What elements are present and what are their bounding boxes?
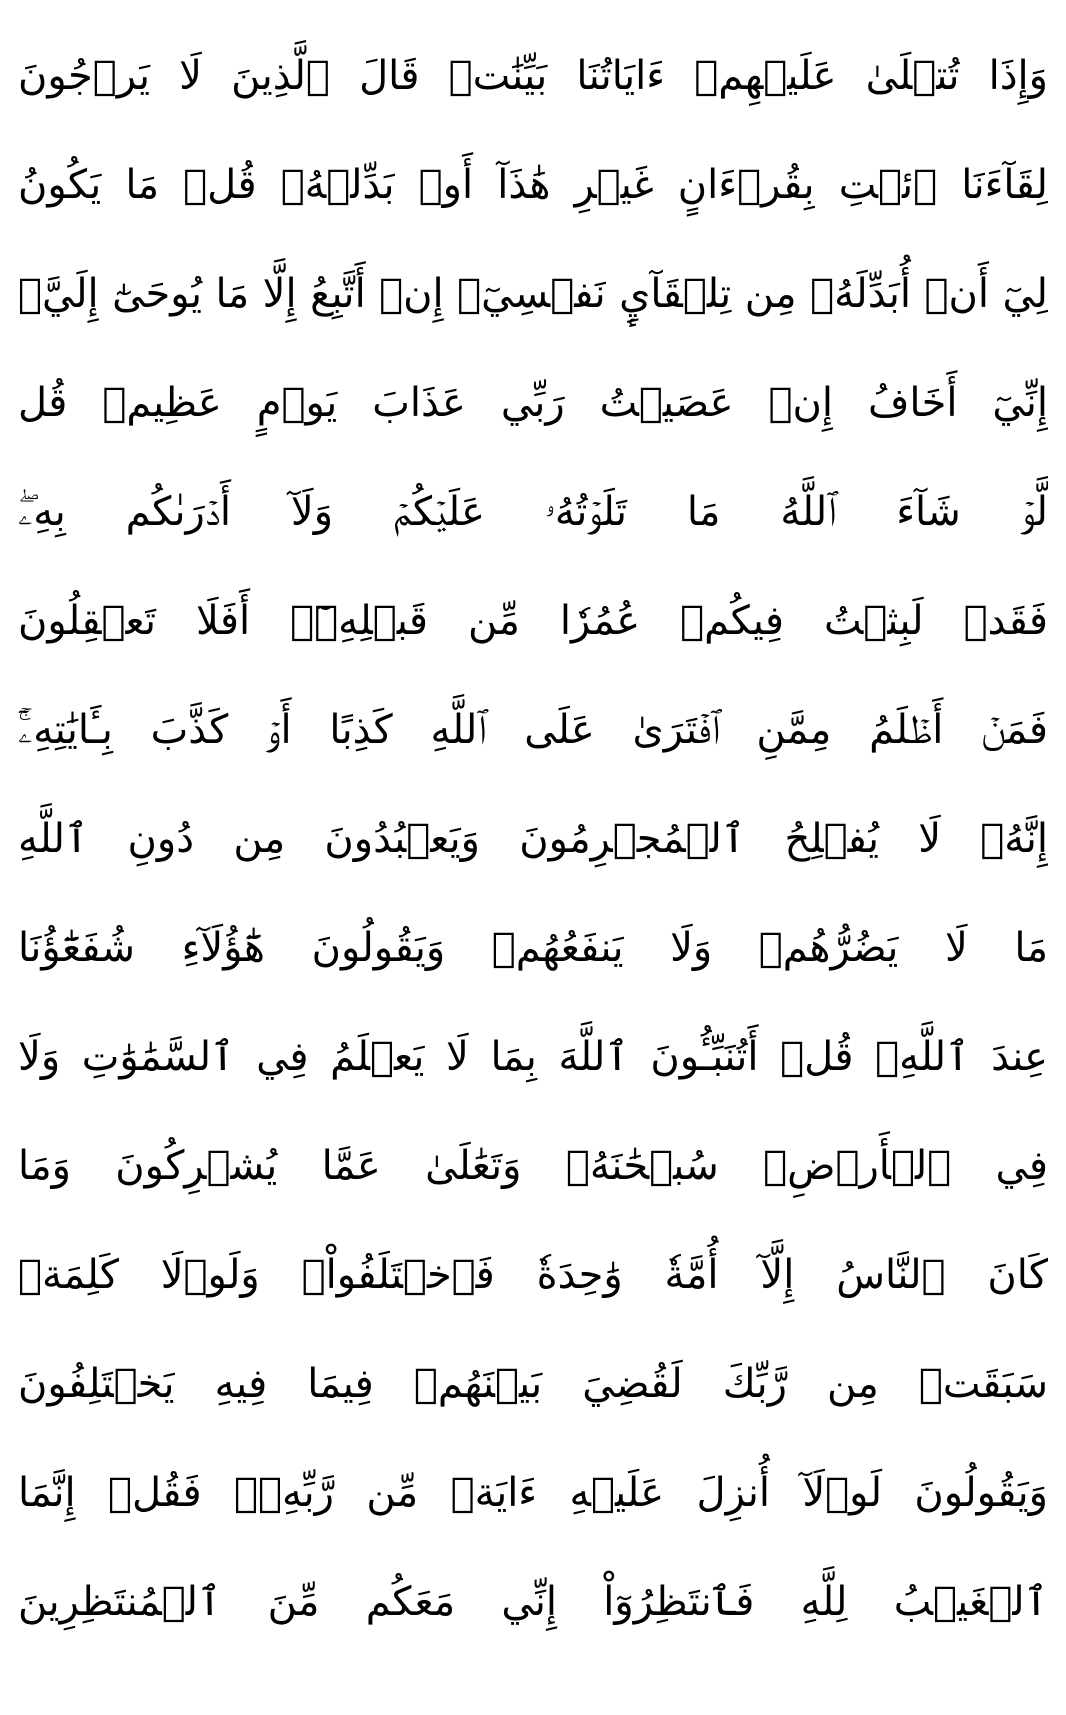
text-line-2: لِقَآءَنَا ٱئۡتِ بِقُرۡءَانٍ غَيۡرِ هَٰذَآ أَوۡ بَدِّلۡهُۚ قُلۡ مَا يَكُونُ	[18, 162, 1048, 208]
text-line-11: فِي ٱلۡأَرۡضِۚ سُبۡحَٰنَهُۥ وَتَعَٰلَىٰ عَمَّا يُشۡرِكُونَ وَمَا	[18, 1143, 1048, 1189]
text-line-4: إِنِّيٓ أَخَافُ إِنۡ عَصَيۡتُ رَبِّي عَذَابَ يَوۡمٍ عَظِيمٖ قُل	[18, 380, 1048, 426]
verse-text-block	[18, 22, 1048, 1657]
text-line-3: لِيٓ أَنۡ أُبَدِّلَهُۥ مِن تِلۡقَآيِٕ نَفۡسِيٓۖ إِنۡ أَتَّبِعُ إِلَّا مَا يُوحَىٰٓ إِلَيَّۖ	[18, 271, 1048, 317]
text-line-6: فَقَدۡ لَبِثۡتُ فِيكُمۡ عُمُرٗا مِّن قَبۡلِهِۦٓۚ أَفَلَا تَعۡقِلُونَ	[18, 598, 1048, 644]
text-line-10: عِندَ ٱللَّهِۚ قُلۡ أَتُنَبِّـُٔونَ ٱللَّهَ بِمَا لَا يَعۡلَمُ فِي ٱلسَّمَٰوَٰتِ وَلَا	[18, 1034, 1048, 1080]
text-line-1: وَإِذَا تُتۡلَىٰ عَلَيۡهِمۡ ءَايَاتُنَا بَيِّنَٰتٖ قَالَ ٱلَّذِينَ لَا يَرۡجُونَ	[18, 53, 1048, 99]
text-line-13: سَبَقَتۡ مِن رَّبِّكَ لَقُضِيَ بَيۡنَهُمۡ فِيمَا فِيهِ يَخۡتَلِفُونَ	[18, 1361, 1048, 1407]
text-line-9: مَا لَا يَضُرُّهُمۡ وَلَا يَنفَعُهُمۡ وَيَقُولُونَ هَٰٓؤُلَآءِ شُفَعَٰٓؤُنَا	[18, 925, 1048, 971]
text-line-14: وَيَقُولُونَ لَوۡلَآ أُنزِلَ عَلَيۡهِ ءَايَةٞ مِّن رَّبِّهِۦۖ فَقُلۡ إِنَّمَا	[18, 1470, 1048, 1516]
text-line-7: فَمَنۡ أَظۡلَمُ مِمَّنِ ٱفۡتَرَىٰ عَلَى ٱللَّهِ كَذِبًا أَوۡ كَذَّبَ بِـَٔايَٰتِهِۦٓۚ	[18, 707, 1048, 753]
text-line-8: إِنَّهُۥ لَا يُفۡلِحُ ٱلۡمُجۡرِمُونَ وَيَعۡبُدُونَ مِن دُونِ ٱللَّهِ	[18, 816, 1048, 862]
text-line-12: كَانَ ٱلنَّاسُ إِلَّآ أُمَّةٗ وَٰحِدَةٗ فَٱخۡتَلَفُواْۚ وَلَوۡلَا كَلِمَةٞ	[18, 1252, 1048, 1298]
text-line-15: ٱلۡغَيۡبُ لِلَّهِ فَٱنتَظِرُوٓاْ إِنِّي مَعَكُم مِّنَ ٱلۡمُنتَظِرِينَ	[18, 1579, 1048, 1625]
text-line-5: لَّوۡ شَآءَ ٱللَّهُ مَا تَلَوۡتُهُۥ عَلَيۡكُمۡ وَلَآ أَدۡرَىٰكُم بِهِۦۖ	[18, 489, 1048, 535]
